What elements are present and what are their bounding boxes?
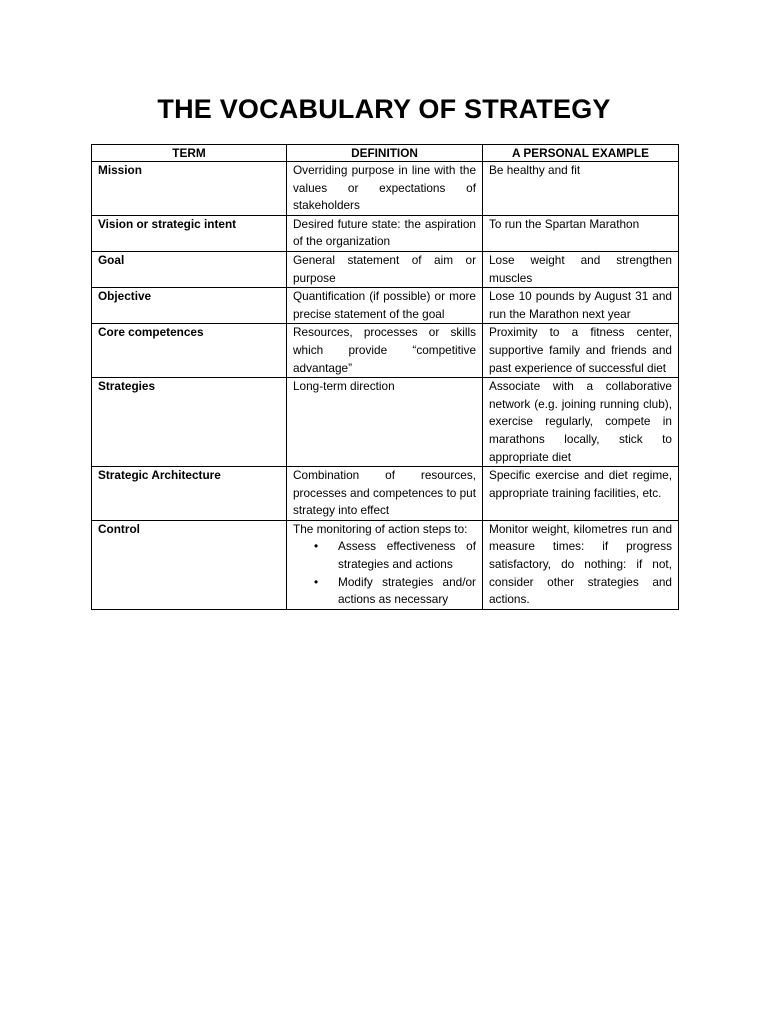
table-row <box>92 378 679 467</box>
table-row <box>92 288 679 324</box>
column-header-example: A PERSONAL EXAMPLE <box>483 145 679 162</box>
table-row <box>92 324 679 378</box>
definition-cell: Resources, processes or skills which provide “competitive advantage” <box>287 324 483 378</box>
example-cell: To run the Spartan Marathon <box>483 215 679 251</box>
bullet-item: • Modify strategies and/or actions as necessary <box>338 574 476 609</box>
table-row <box>92 520 679 609</box>
table-row <box>92 251 679 287</box>
term-cell: Control <box>92 520 287 609</box>
vocabulary-table <box>91 144 679 610</box>
page-title: THE VOCABULARY OF STRATEGY <box>157 94 611 124</box>
definition-cell: Long-term direction <box>287 378 483 467</box>
definition-cell: Desired future state: the aspiration of the organization <box>287 215 483 251</box>
term-cell: Goal <box>92 251 287 287</box>
definition-cell: Overriding purpose in line with the values or expectations of stakeholders <box>287 162 483 216</box>
definition-cell: General statement of aim or purpose <box>287 251 483 287</box>
term-cell: Strategic Architecture <box>92 467 287 521</box>
example-cell: Proximity to a fitness center, supportive family and friends and past experience of successful diet <box>483 324 679 378</box>
table-header-row <box>92 145 679 162</box>
example-cell: Lose 10 pounds by August 31 and run the Marathon next year <box>483 288 679 324</box>
table-row <box>92 162 679 216</box>
definition-bullet-list <box>293 538 476 608</box>
example-cell: Lose weight and strengthen muscles <box>483 251 679 287</box>
definition-intro: The monitoring of action steps to: <box>293 521 468 536</box>
definition-cell: Quantification (if possible) or more precise statement of the goal <box>287 288 483 324</box>
example-cell: Monitor weight, kilometres run and measure times: if progress satisfactory, do nothing: if not, consider other strategies and actions. <box>483 520 679 609</box>
column-header-definition: DEFINITION <box>287 145 483 162</box>
column-header-term: TERM <box>92 145 287 162</box>
table-row <box>92 467 679 521</box>
example-cell: Specific exercise and diet regime, appropriate training facilities, etc. <box>483 467 679 521</box>
example-cell: Be healthy and fit <box>483 162 679 216</box>
term-cell: Mission <box>92 162 287 216</box>
example-cell: Associate with a collaborative network (e.g. joining running club), exercise regularly, compete in marathons locally, stick to appropriate diet <box>483 378 679 467</box>
definition-cell: Combination of resources, processes and competences to put strategy into effect <box>287 467 483 521</box>
term-cell: Core competences <box>92 324 287 378</box>
term-cell: Strategies <box>92 378 287 467</box>
term-cell: Objective <box>92 288 287 324</box>
definition-cell <box>287 520 483 609</box>
term-cell: Vision or strategic intent <box>92 215 287 251</box>
bullet-item: • Assess effectiveness of strategies and actions <box>338 538 476 573</box>
table-row <box>92 215 679 251</box>
